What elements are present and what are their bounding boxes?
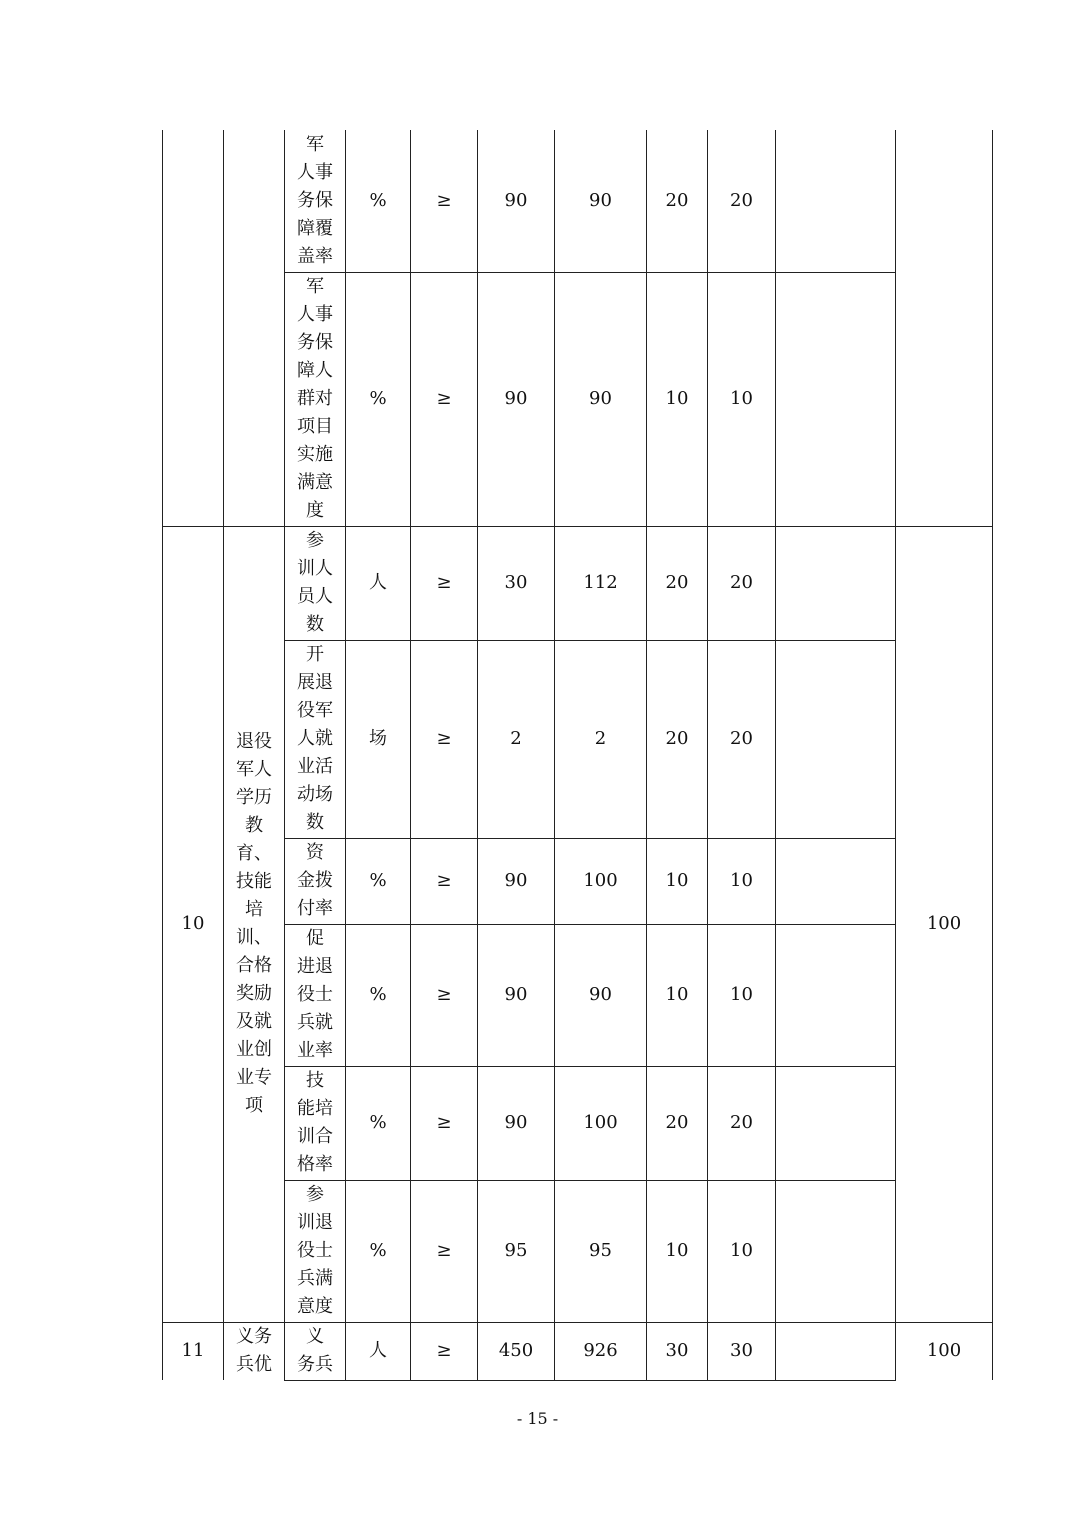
cell-target: 90 — [478, 838, 555, 924]
performance-table — [162, 130, 993, 1381]
cell-indicator: 军 人事 务保 障覆 盖率 — [285, 130, 346, 272]
table-row — [163, 838, 993, 924]
cell-score: 20 — [708, 526, 776, 640]
table-row — [163, 1322, 993, 1380]
cell-actual: 100 — [555, 838, 647, 924]
table-row — [163, 526, 993, 640]
cell-weight: 10 — [647, 838, 708, 924]
cell-unit: 人 — [346, 526, 411, 640]
table-row — [163, 640, 993, 838]
cell-note — [776, 1066, 896, 1180]
cell-note — [776, 640, 896, 838]
cell-unit: 人 — [346, 1322, 411, 1380]
cell-actual: 100 — [555, 1066, 647, 1180]
cell-total-continued — [896, 130, 993, 526]
table-row — [163, 924, 993, 1066]
cell-actual: 90 — [555, 130, 647, 272]
cell-operator: ≥ — [411, 272, 478, 526]
cell-operator: ≥ — [411, 640, 478, 838]
cell-score: 10 — [708, 924, 776, 1066]
cell-actual: 112 — [555, 526, 647, 640]
cell-unit: % — [346, 272, 411, 526]
cell-actual: 95 — [555, 1180, 647, 1322]
cell-project: 义务 兵优 — [224, 1322, 285, 1380]
cell-weight: 10 — [647, 272, 708, 526]
cell-target: 90 — [478, 924, 555, 1066]
cell-note — [776, 1322, 896, 1380]
cell-no: 10 — [163, 526, 224, 1322]
cell-weight: 20 — [647, 130, 708, 272]
cell-score: 10 — [708, 272, 776, 526]
cell-indicator: 参 训人 员人 数 — [285, 526, 346, 640]
cell-indicator: 开 展退 役军 人就 业活 动场 数 — [285, 640, 346, 838]
cell-target: 30 — [478, 526, 555, 640]
cell-actual: 90 — [555, 924, 647, 1066]
cell-indicator: 参 训退 役士 兵满 意度 — [285, 1180, 346, 1322]
cell-score: 20 — [708, 1066, 776, 1180]
cell-target: 90 — [478, 1066, 555, 1180]
cell-indicator: 军 人事 务保 障人 群对 项目 实施 满意 度 — [285, 272, 346, 526]
cell-unit: 场 — [346, 640, 411, 838]
cell-note — [776, 838, 896, 924]
cell-unit: % — [346, 924, 411, 1066]
table-row — [163, 1180, 993, 1322]
table-row — [163, 272, 993, 526]
cell-indicator: 义 务兵 — [285, 1322, 346, 1380]
cell-note — [776, 272, 896, 526]
cell-unit: % — [346, 1066, 411, 1180]
cell-actual: 2 — [555, 640, 647, 838]
cell-project: 退役 军人 学历 教 育、 技能 培 训、 合格 奖励 及就 业创 业专 项 — [224, 526, 285, 1322]
cell-note — [776, 1180, 896, 1322]
cell-score: 10 — [708, 1180, 776, 1322]
cell-target: 2 — [478, 640, 555, 838]
cell-note — [776, 526, 896, 640]
cell-operator: ≥ — [411, 1066, 478, 1180]
cell-target: 95 — [478, 1180, 555, 1322]
cell-target: 90 — [478, 272, 555, 526]
cell-total: 100 — [896, 1322, 993, 1380]
cell-project-continued — [224, 130, 285, 526]
cell-no-continued — [163, 130, 224, 526]
cell-weight: 30 — [647, 1322, 708, 1380]
cell-operator: ≥ — [411, 526, 478, 640]
cell-note — [776, 130, 896, 272]
cell-weight: 20 — [647, 526, 708, 640]
cell-actual: 926 — [555, 1322, 647, 1380]
table-row — [163, 130, 993, 272]
cell-unit: % — [346, 1180, 411, 1322]
cell-unit: % — [346, 838, 411, 924]
page-number: - 15 - — [516, 1409, 559, 1428]
cell-score: 30 — [708, 1322, 776, 1380]
cell-weight: 20 — [647, 640, 708, 838]
cell-indicator: 技 能培 训合 格率 — [285, 1066, 346, 1180]
table-row — [163, 1066, 993, 1180]
cell-actual: 90 — [555, 272, 647, 526]
cell-indicator: 促 进退 役士 兵就 业率 — [285, 924, 346, 1066]
cell-operator: ≥ — [411, 1322, 478, 1380]
cell-score: 20 — [708, 640, 776, 838]
cell-score: 20 — [708, 130, 776, 272]
cell-target: 450 — [478, 1322, 555, 1380]
cell-no: 11 — [163, 1322, 224, 1380]
cell-total: 100 — [896, 526, 993, 1322]
cell-weight: 20 — [647, 1066, 708, 1180]
cell-target: 90 — [478, 130, 555, 272]
cell-unit: % — [346, 130, 411, 272]
cell-indicator: 资 金拨 付率 — [285, 838, 346, 924]
cell-note — [776, 924, 896, 1066]
cell-operator: ≥ — [411, 1180, 478, 1322]
cell-weight: 10 — [647, 1180, 708, 1322]
cell-operator: ≥ — [411, 130, 478, 272]
cell-score: 10 — [708, 838, 776, 924]
cell-weight: 10 — [647, 924, 708, 1066]
cell-operator: ≥ — [411, 838, 478, 924]
cell-operator: ≥ — [411, 924, 478, 1066]
